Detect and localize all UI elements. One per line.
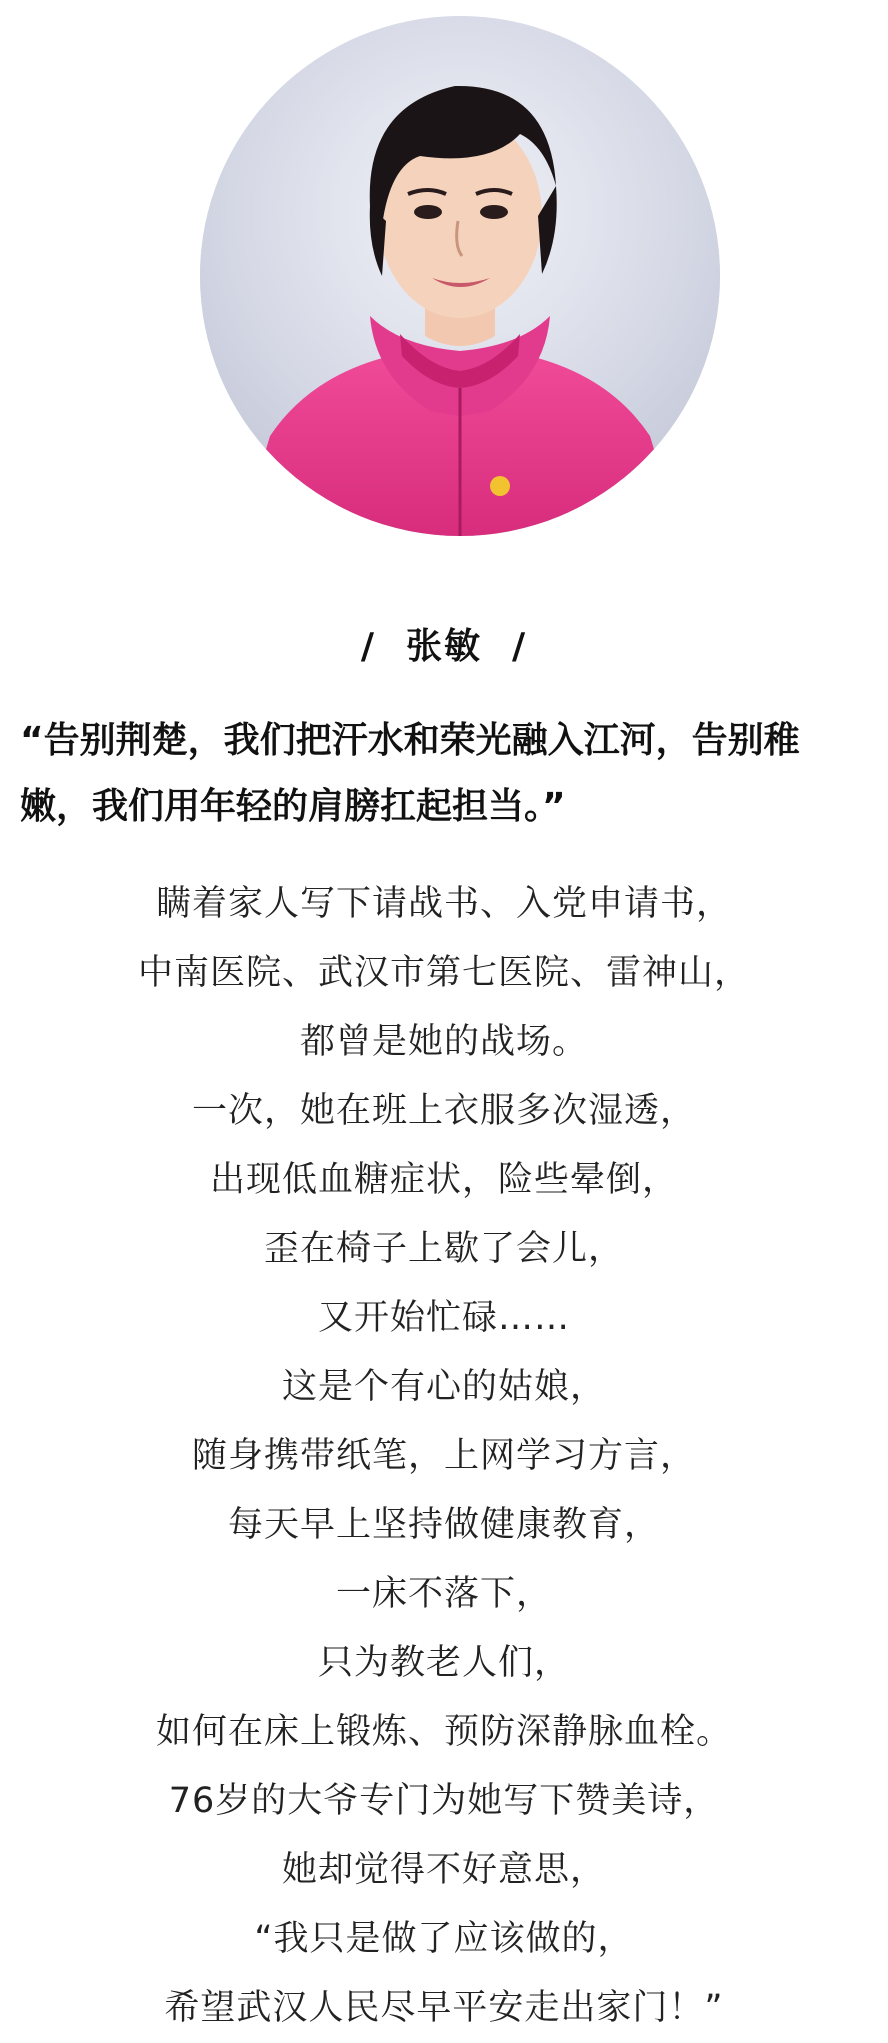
- poem-line: 随身携带纸笔，上网学习方言，: [191, 1436, 696, 1476]
- poem-line: 一床不落下，: [335, 1574, 552, 1614]
- slash-left: /: [360, 626, 376, 667]
- slash-right: /: [512, 626, 528, 667]
- poem-line: 一次，她在班上衣服多次湿透，: [191, 1091, 696, 1131]
- profile-photo: [200, 16, 720, 536]
- poem-line: 中南医院、武汉市第七医院、雷神山，: [137, 953, 750, 993]
- poem-line: 这是个有心的姑娘，: [281, 1367, 606, 1407]
- person-name: 张敏: [405, 626, 482, 667]
- poem-body: [0, 870, 888, 2043]
- poem-line: 都曾是她的战场。: [299, 1022, 588, 1062]
- poem-line: 希望武汉人民尽早平安走出家门！”: [164, 1988, 724, 2028]
- poem-line: 76岁的大爷专门为她写下赞美诗，: [168, 1781, 720, 1821]
- poem-line: “我只是做了应该做的，: [254, 1919, 634, 1959]
- person-name-heading: [0, 618, 888, 669]
- poem-line: 瞒着家人写下请战书、入党申请书，: [155, 884, 732, 924]
- poem-line: 出现低血糖症状，险些晕倒，: [209, 1160, 678, 1200]
- poem-line: 歪在椅子上歇了会儿，: [263, 1229, 624, 1269]
- pull-quote: “告别荆楚，我们把汗水和荣光融入江河，告别稚嫩，我们用年轻的肩膀扛起担当。”: [20, 720, 800, 827]
- poem-line: 她却觉得不好意思，: [281, 1850, 606, 1890]
- poem-line: 如何在床上锻炼、预防深静脉血栓。: [155, 1712, 732, 1752]
- portrait-illustration: [200, 16, 720, 536]
- poem-line: 只为教老人们，: [317, 1643, 570, 1683]
- poem-line: 每天早上坚持做健康教育，: [227, 1505, 660, 1545]
- poem-line: 又开始忙碌……: [317, 1298, 570, 1338]
